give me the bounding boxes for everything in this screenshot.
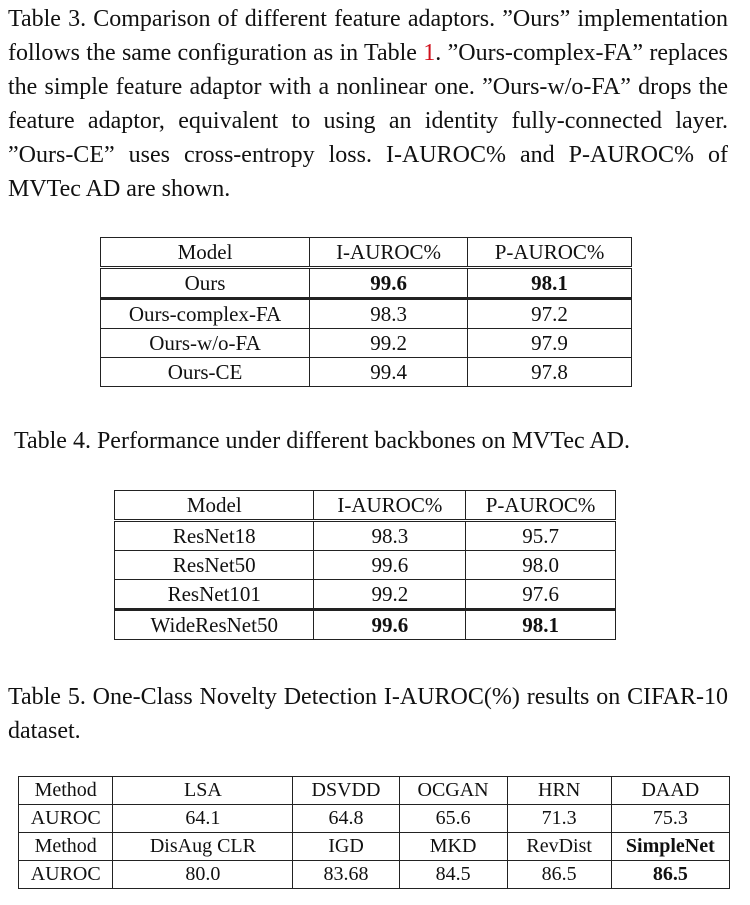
table-cell: 99.6 <box>314 551 466 580</box>
table-cell: Ours-complex-FA <box>101 299 310 329</box>
table-cell: Ours <box>101 268 310 299</box>
table-row <box>19 861 730 889</box>
table-row <box>101 358 632 387</box>
table-cell: 80.0 <box>113 861 293 889</box>
table3 <box>100 237 632 387</box>
column-header: IGD <box>293 833 399 861</box>
table-header-row <box>101 238 632 268</box>
table-cell: 99.2 <box>314 580 466 610</box>
table-cell: 64.8 <box>293 805 399 833</box>
table-cell: 98.1 <box>466 610 616 640</box>
table-row <box>115 580 616 610</box>
column-header: MKD <box>399 833 507 861</box>
table-cell: 98.0 <box>466 551 616 580</box>
table3-caption-text: Table 3. Comparison of different feature adaptors. ”Ours” implementation follows the same configuration as in Table <box>8 6 728 66</box>
table-cell: ResNet50 <box>115 551 314 580</box>
table-cell: 99.6 <box>314 610 466 640</box>
table-cell: 83.68 <box>293 861 399 889</box>
column-header: Model <box>115 491 314 521</box>
column-header: HRN <box>507 777 611 805</box>
table-cell: 75.3 <box>611 805 729 833</box>
table-cell: 71.3 <box>507 805 611 833</box>
table-cell: Ours-CE <box>101 358 310 387</box>
row-label: Method <box>19 833 113 861</box>
table-cell: 97.9 <box>468 329 632 358</box>
table-cell: 86.5 <box>507 861 611 889</box>
table-cell: 64.1 <box>113 805 293 833</box>
column-header: P-AUROC% <box>468 238 632 268</box>
table4-caption: Table 4. Performance under different backbones on MVTec AD. <box>14 428 630 454</box>
table-cell: 86.5 <box>611 861 729 889</box>
column-header: RevDist <box>507 833 611 861</box>
table-cell: WideResNet50 <box>115 610 314 640</box>
table-header-row <box>115 491 616 521</box>
table-cell: 97.8 <box>468 358 632 387</box>
table-row <box>115 551 616 580</box>
table-header-row <box>19 777 730 805</box>
table-row <box>19 805 730 833</box>
table-cell: 99.4 <box>310 358 468 387</box>
table-cell: Ours-w/o-FA <box>101 329 310 358</box>
column-header: I-AUROC% <box>310 238 468 268</box>
table-row <box>115 521 616 551</box>
table-cell: 98.3 <box>310 299 468 329</box>
column-header: P-AUROC% <box>466 491 616 521</box>
table-cell: 95.7 <box>466 521 616 551</box>
table-cell: 99.2 <box>310 329 468 358</box>
table-cell: 97.2 <box>468 299 632 329</box>
column-header: DAAD <box>611 777 729 805</box>
table-cell: 99.6 <box>310 268 468 299</box>
table-cell: 84.5 <box>399 861 507 889</box>
column-header: I-AUROC% <box>314 491 466 521</box>
table-cell: 98.3 <box>314 521 466 551</box>
row-label: AUROC <box>19 805 113 833</box>
table4 <box>114 490 616 640</box>
table3-caption-text-cont: . ”Ours-complex-FA” replaces the simple feature adaptor with a nonlinear one. ”Ours-w/o-FA” drops the feature adaptor, equivalent to using an identity fully-connected layer. ”Ours-CE” uses cross-entropy loss. I-AUROC% and P-AUROC% of MVTec AD are shown. <box>8 40 729 202</box>
table-cell: 65.6 <box>399 805 507 833</box>
table5-caption: Table 5. One-Class Novelty Detection I-AUROC(%) results on CIFAR-10 dataset. <box>8 684 728 744</box>
column-header: DisAug CLR <box>113 833 293 861</box>
table-cell: ResNet18 <box>115 521 314 551</box>
column-header: OCGAN <box>399 777 507 805</box>
column-header: SimpleNet <box>611 833 729 861</box>
table-header-row <box>19 833 730 861</box>
table-row <box>101 268 632 299</box>
column-header: DSVDD <box>293 777 399 805</box>
row-label: Method <box>19 777 113 805</box>
column-header: LSA <box>113 777 293 805</box>
table5 <box>18 776 730 889</box>
table-row <box>101 329 632 358</box>
table-reference-link[interactable]: 1 <box>423 40 436 66</box>
table-cell: 98.1 <box>468 268 632 299</box>
table-row <box>115 610 616 640</box>
table-cell: ResNet101 <box>115 580 314 610</box>
table3-caption <box>8 2 728 206</box>
column-header: Model <box>101 238 310 268</box>
row-label: AUROC <box>19 861 113 889</box>
table-row <box>101 299 632 329</box>
table-cell: 97.6 <box>466 580 616 610</box>
